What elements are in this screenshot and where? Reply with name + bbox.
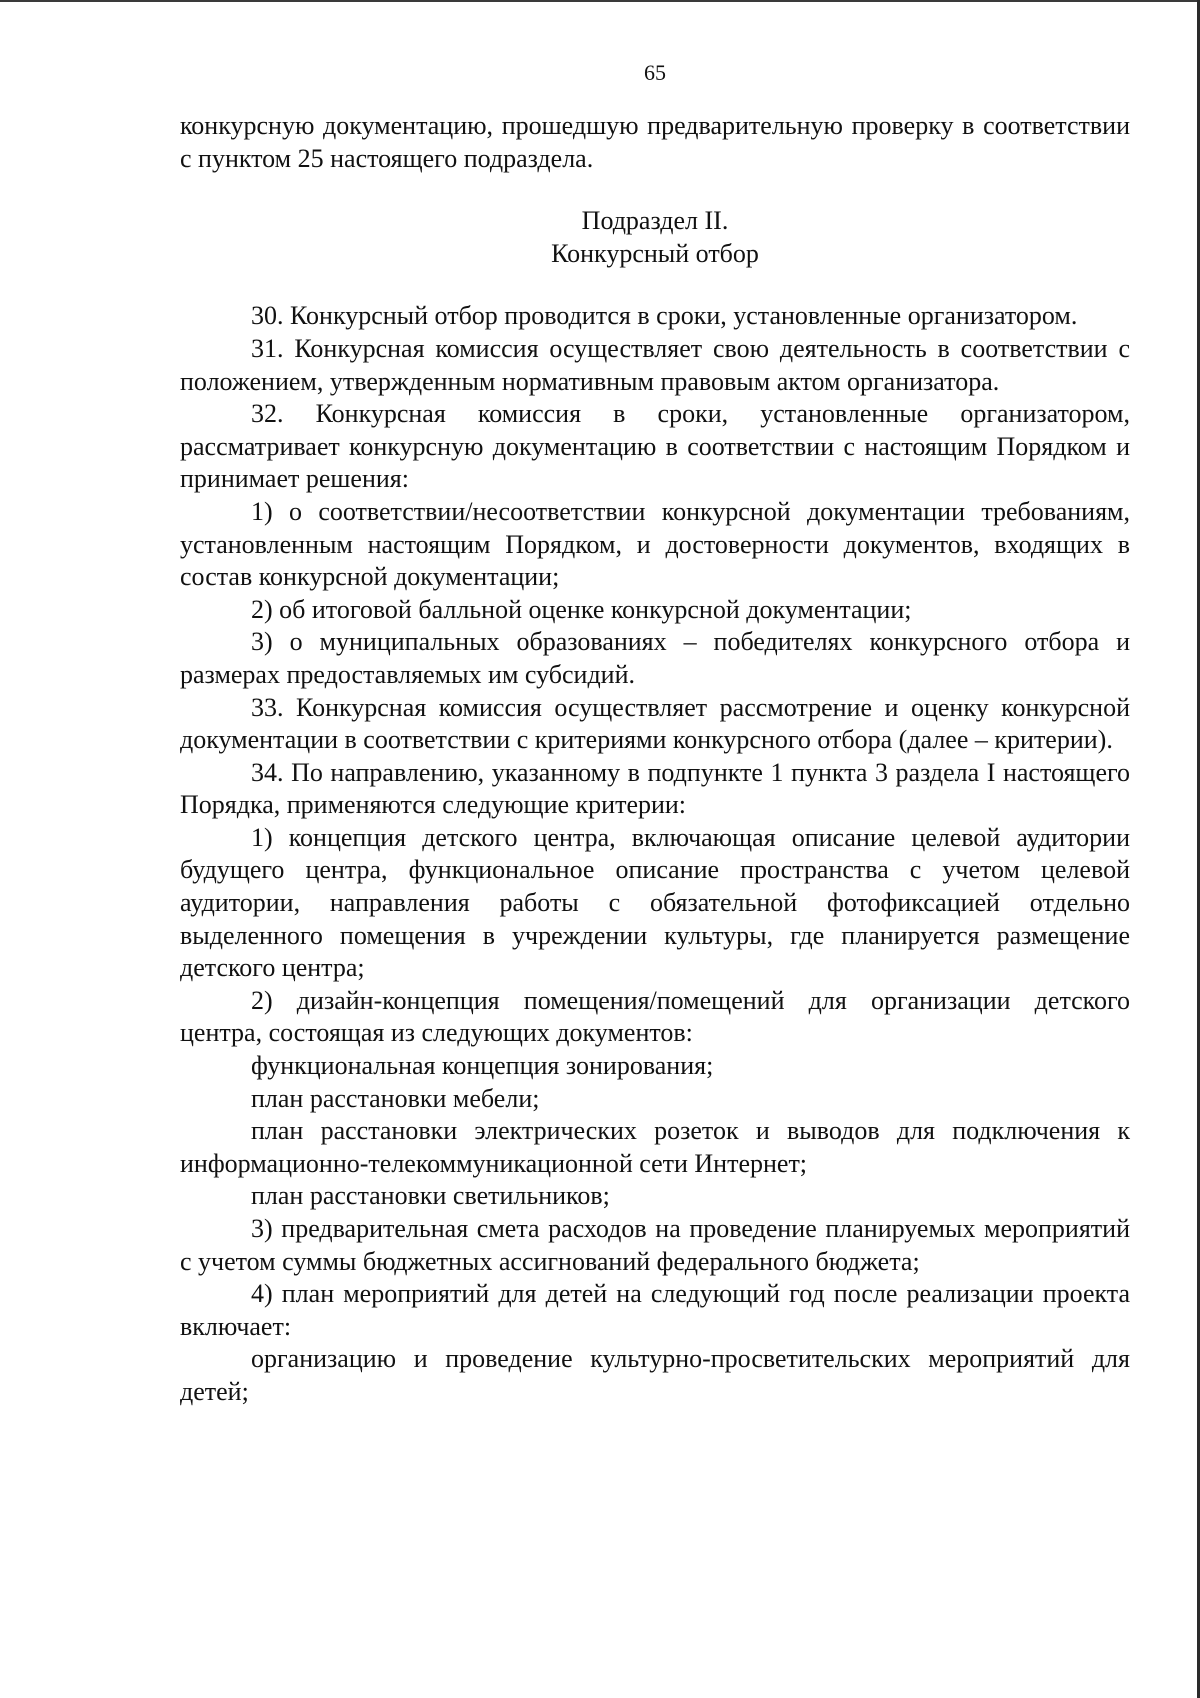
paragraph-34: 34. По направлению, указанному в подпункте 1 пункта 3 раздела I настоящего Порядка, применяются следующие критерии:: [180, 757, 1130, 820]
scan-edge-top: [0, 0, 1200, 2]
paragraph-32-item-1: 1) о соответствии/несоответствии конкурсной документации требованиям, установленным настоящим Порядком, и достоверности документов, входящих в состав конкурсной документации;: [180, 496, 1130, 592]
paragraph-34-item-1: 1) концепция детского центра, включающая описание целевой аудитории будущего центра, функциональное описание пространства с учетом целевой аудитории, направления работы с обязательной фотофиксацией отдельно выделенного помещения в учреждении культуры, где планируется размещение детского центра;: [180, 822, 1130, 983]
paragraph-34-item-2: 2) дизайн-концепция помещения/помещений для организации детского центра, состоящая из следующих документов:: [180, 985, 1130, 1048]
subsection-title: Конкурсный отбор: [551, 238, 759, 268]
paragraph-34-item-3: 3) предварительная смета расходов на проведение планируемых мероприятий с учетом суммы бюджетных ассигнований федерального бюджета;: [180, 1214, 1130, 1276]
paragraph-32-item-2: 2) об итоговой балльной оценке конкурсной документации;: [251, 594, 912, 624]
page-number: 65: [644, 60, 666, 85]
paragraph-33: 33. Конкурсная комиссия осуществляет рассмотрение и оценку конкурсной документации в соответствии с критериями конкурсного отбора (далее – критерии).: [180, 692, 1130, 755]
paragraph-32: 32. Конкурсная комиссия в сроки, установленные организатором, рассматривает конкурсную документацию в соответствии с настоящим Порядком и принимает решения:: [180, 399, 1130, 494]
paragraph-34-item-2-doc-3: план расстановки электрических розеток и выводов для подключения к информационно-телекоммуникационной сети Интернет;: [180, 1116, 1130, 1178]
paragraph-34-item-2-doc-2: план расстановки мебели;: [251, 1083, 540, 1113]
document-page: [180, 58, 1130, 1409]
subsection-number: Подраздел II.: [581, 206, 729, 236]
paragraph-32-item-3: 3) о муниципальных образованиях – победителях конкурсного отбора и размерах предоставляемых им субсидий.: [180, 627, 1130, 689]
paragraph-30: 30. Конкурсный отбор проводится в сроки, установленные организатором.: [251, 301, 1078, 331]
paragraph-34-item-2-doc-1: функциональная концепция зонирования;: [251, 1051, 714, 1081]
paragraph-34-item-4: 4) план мероприятий для детей на следующий год после реализации проекта включает:: [180, 1279, 1130, 1341]
paragraph-34-item-4-sub-1: организацию и проведение культурно-просветительских мероприятий для детей;: [180, 1344, 1130, 1406]
intro-paragraph: конкурсную документацию, прошедшую предварительную проверку в соответствии с пунктом 25 настоящего подраздела.: [180, 111, 1130, 173]
paragraph-34-item-2-doc-4: план расстановки светильников;: [251, 1181, 610, 1211]
paragraph-31: 31. Конкурсная комиссия осуществляет свою деятельность в соответствии с положением, утвержденным нормативным правовым актом организатора.: [180, 333, 1130, 396]
subsection-heading: [180, 205, 1130, 270]
